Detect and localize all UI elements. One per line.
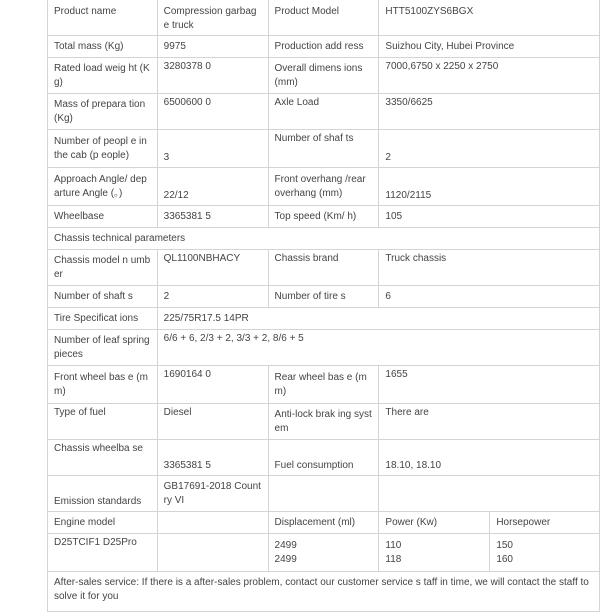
label-shafts-chassis: Number of shaft s (48, 286, 158, 308)
label-rear-wheelbase: Rear wheel bas e (mm) (268, 366, 379, 404)
label-rated-load: Rated load weig ht (Kg) (48, 58, 158, 94)
spec-table (47, 0, 600, 612)
horsepower-1: 150 (496, 539, 513, 551)
label-number-tires: Number of tire s (268, 286, 379, 308)
table-row (48, 404, 600, 440)
value-engine-model: D25TCIF1 D25Pro (48, 534, 158, 572)
table-row (48, 250, 600, 286)
table-row (48, 206, 600, 228)
engine-blank (157, 534, 268, 572)
label-top-speed: Top speed (Km/ h) (268, 206, 379, 228)
value-number-shafts: 2 (379, 130, 600, 168)
table-row (48, 330, 600, 366)
value-shafts-chassis: 2 (157, 286, 268, 308)
value-overall-dimensions: 7000,6750 x 2250 x 2750 (379, 58, 600, 94)
table-row (48, 366, 600, 404)
emission-blank (268, 476, 379, 512)
label-front-wheelbase: Front wheel bas e (mm) (48, 366, 158, 404)
header-power: Power (Kw) (379, 512, 490, 534)
label-chassis-brand: Chassis brand (268, 250, 379, 286)
spec-sheet (47, 0, 600, 612)
label-people-cab: Number of peopl e in the cab (p eople) (48, 130, 158, 168)
table-row (48, 130, 600, 168)
value-wheelbase: 3365381 5 (157, 206, 268, 228)
value-top-speed: 105 (379, 206, 600, 228)
label-fuel-consumption: Fuel consumption (268, 440, 379, 476)
label-tire-spec: Tire Specificat ions (48, 308, 158, 330)
value-power (379, 534, 490, 572)
value-horsepower (490, 534, 600, 572)
value-axle-load: 3350/6625 (379, 94, 600, 130)
value-fuel-consumption: 18.10, 18.10 (379, 440, 600, 476)
value-tire-spec: 225/75R17.5 14PR (157, 308, 599, 330)
label-approach-angle: Approach Angle/ departure Angle (。) (48, 168, 158, 206)
label-overhang: Front overhang /rear overhang (mm) (268, 168, 379, 206)
table-row (48, 168, 600, 206)
label-leaf-spring: Number of leaf spring pieces (48, 330, 158, 366)
header-horsepower: Horsepower (490, 512, 600, 534)
after-sales-note: After-sales service: If there is a after-sales problem, contact our customer service s taff in time, we will contact the staff to solve it for you (48, 572, 600, 612)
horsepower-2: 160 (496, 553, 513, 565)
value-abs: There are (379, 404, 600, 440)
label-chassis-wheelbase: Chassis wheelba se (48, 440, 158, 476)
displacement-2: 2499 (274, 553, 297, 565)
header-engine-blank (157, 512, 268, 534)
value-displacement (268, 534, 379, 572)
header-engine-model: Engine model (48, 512, 158, 534)
label-number-shafts: Number of shaf ts (268, 130, 379, 168)
value-chassis-wheelbase: 3365381 5 (157, 440, 268, 476)
value-production-address: Suizhou City, Hubei Province (379, 36, 600, 58)
label-overall-dimensions: Overall dimens ions (mm) (268, 58, 379, 94)
table-row (48, 58, 600, 94)
emission-blank-wide (379, 476, 600, 512)
table-row (48, 94, 600, 130)
value-approach-angle: 22/12 (157, 168, 268, 206)
value-chassis-brand: Truck chassis (379, 250, 600, 286)
value-emission-standards: GB17691-2018 Country VI (157, 476, 268, 512)
value-product-name: Compression garbage truck (157, 0, 268, 36)
label-total-mass: Total mass (Kg) (48, 36, 158, 58)
value-fuel-type: Diesel (157, 404, 268, 440)
label-mass-preparation: Mass of prepara tion (Kg) (48, 94, 158, 130)
value-number-tires: 6 (379, 286, 600, 308)
label-axle-load: Axle Load (268, 94, 379, 130)
power-2: 118 (385, 553, 402, 565)
table-row (48, 512, 600, 534)
label-abs: Anti-lock brak ing system (268, 404, 379, 440)
value-people-cab: 3 (157, 130, 268, 168)
table-row (48, 228, 600, 250)
label-product-name: Product name (48, 0, 158, 36)
value-rated-load: 3280378 0 (157, 58, 268, 94)
value-chassis-model: QL1100NBHACY (157, 250, 268, 286)
value-mass-preparation: 6500600 0 (157, 94, 268, 130)
table-row (48, 36, 600, 58)
value-rear-wheelbase: 1655 (379, 366, 600, 404)
value-front-wheelbase: 1690164 0 (157, 366, 268, 404)
table-row (48, 308, 600, 330)
table-row (48, 0, 600, 36)
label-product-model: Product Model (268, 0, 379, 36)
power-1: 110 (385, 539, 402, 551)
section-chassis-technical: Chassis technical parameters (48, 228, 600, 250)
table-row (48, 286, 600, 308)
value-total-mass: 9975 (157, 36, 268, 58)
label-chassis-model: Chassis model n umber (48, 250, 158, 286)
label-wheelbase: Wheelbase (48, 206, 158, 228)
label-fuel-type: Type of fuel (48, 404, 158, 440)
table-row (48, 572, 600, 612)
value-product-model: HTT5100ZYS6BGX (379, 0, 600, 36)
displacement-1: 2499 (274, 539, 297, 551)
header-displacement: Displacement (ml) (268, 512, 379, 534)
value-overhang: 1120/2115 (379, 168, 600, 206)
label-production-address: Production add ress (268, 36, 379, 58)
table-row (48, 476, 600, 512)
table-row (48, 534, 600, 572)
value-leaf-spring: 6/6 + 6, 2/3 + 2, 3/3 + 2, 8/6 + 5 (157, 330, 599, 366)
table-row (48, 440, 600, 476)
label-emission-standards: Emission standards (48, 476, 158, 512)
